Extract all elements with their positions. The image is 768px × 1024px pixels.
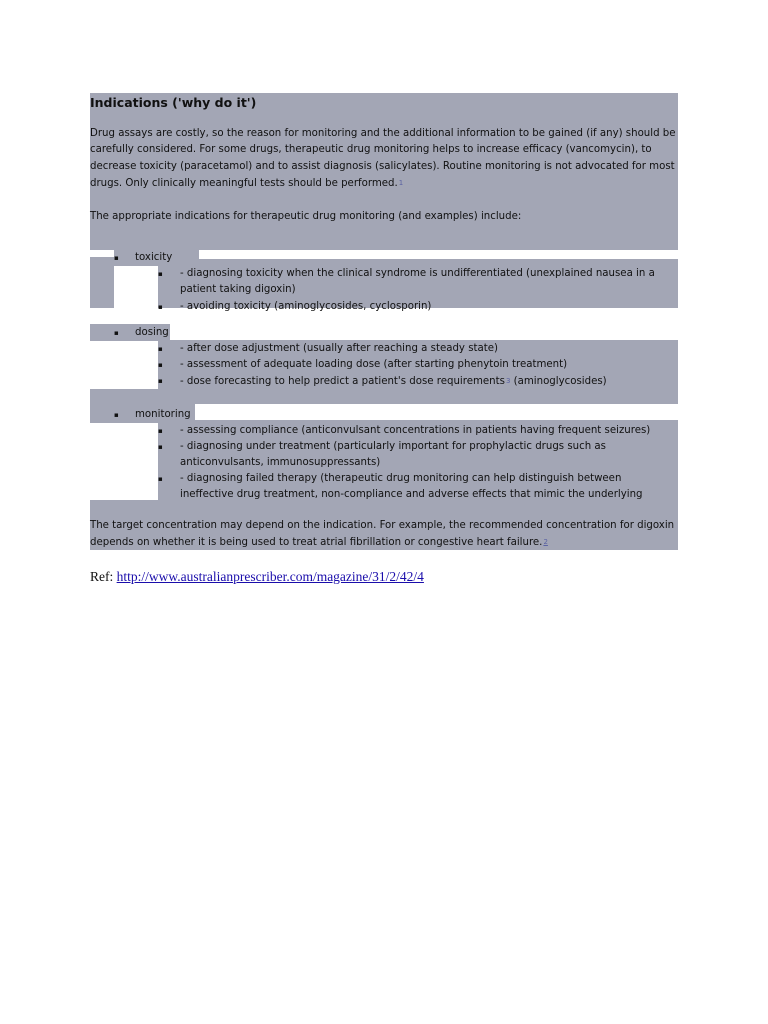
list-item-text: - diagnosing toxicity when the clinical syndrome is undifferentiated (unexplained nausea in a patient taking digoxin) xyxy=(180,268,655,296)
list-item-main-text: - dose forecasting to help predict a patient's dose requirements xyxy=(180,376,505,387)
list-item xyxy=(158,299,678,315)
intro-block xyxy=(90,118,678,250)
closing-block xyxy=(90,500,678,550)
bullet-icon: ▪ xyxy=(158,303,163,311)
intro-text: Drug assays are costly, so the reason for monitoring and the additional information to be gained (if any) should be carefully considered. For some drugs, therapeutic drug monitoring helps to increase efficacy (vancomycin), to decrease toxicity (paracetamol) and to assist diagnosis (salicylates). Routine monitoring is not advocated for most drugs. Only clinically meaningful tests should be performed. xyxy=(90,128,676,189)
reference-link[interactable]: http://www.australianprescriber.com/magazine/31/2/42/4 xyxy=(116,569,424,584)
bullet-icon: ▪ xyxy=(158,270,163,278)
list-item-text: - assessment of adequate loading dose (after starting phenytoin treatment) xyxy=(180,359,568,370)
bullet-icon: ▪ xyxy=(114,411,119,419)
list-item-text xyxy=(180,373,678,390)
list-item xyxy=(158,266,678,299)
category-label: monitoring xyxy=(135,409,191,420)
bullet-icon: ▪ xyxy=(158,443,163,451)
list-item xyxy=(158,341,678,357)
bullet-icon: ▪ xyxy=(158,427,163,435)
list-item xyxy=(158,423,678,439)
category-label: toxicity xyxy=(135,252,173,263)
list-item-text: - diagnosing failed therapy (therapeutic drug monitoring can help distinguish between ineffective drug treatment, non-compliance and adverse effects that mimic the underlying xyxy=(180,473,643,501)
lead-paragraph: The appropriate indications for therapeutic drug monitoring (and examples) include: xyxy=(90,211,522,223)
bullet-icon: ▪ xyxy=(158,361,163,369)
closing-paragraph xyxy=(90,518,678,552)
footnote-ref[interactable]: 3 xyxy=(505,377,511,385)
list-item-suffix: (aminoglycosides) xyxy=(510,376,607,387)
list-item-text: - diagnosing under treatment (particularly important for prophylactic drugs such as anticonvulsants, immunosuppressants) xyxy=(180,441,606,469)
reference-line xyxy=(90,569,424,585)
bullet-icon: ▪ xyxy=(158,377,163,385)
list-item-text: - avoiding toxicity (aminoglycosides, cyclosporin) xyxy=(180,301,432,312)
reference-label: Ref: xyxy=(90,569,114,584)
list-item-text: - assessing compliance (anticonvulsant concentrations in patients having frequent seizures) xyxy=(180,425,651,436)
list-item xyxy=(158,439,678,472)
intro-paragraph xyxy=(90,126,678,192)
section-heading: Indications ('why do it') xyxy=(90,93,678,119)
bullet-icon: ▪ xyxy=(158,345,163,353)
footnote-ref[interactable]: 1 xyxy=(398,178,404,187)
list-item xyxy=(158,357,678,373)
bullet-icon: ▪ xyxy=(114,329,119,337)
closing-text: The target concentration may depend on the indication. For example, the recommended concentration for digoxin depends on whether it is being used to treat atrial fibrillation or congestive heart failure. xyxy=(90,520,675,549)
list-item-text: - after dose adjustment (usually after reaching a steady state) xyxy=(180,343,498,354)
bullet-icon: ▪ xyxy=(114,254,119,262)
category-label: dosing xyxy=(135,327,169,338)
footnote-ref[interactable]: 2 xyxy=(543,538,548,547)
bullet-icon: ▪ xyxy=(158,475,163,483)
list-item xyxy=(158,373,678,389)
